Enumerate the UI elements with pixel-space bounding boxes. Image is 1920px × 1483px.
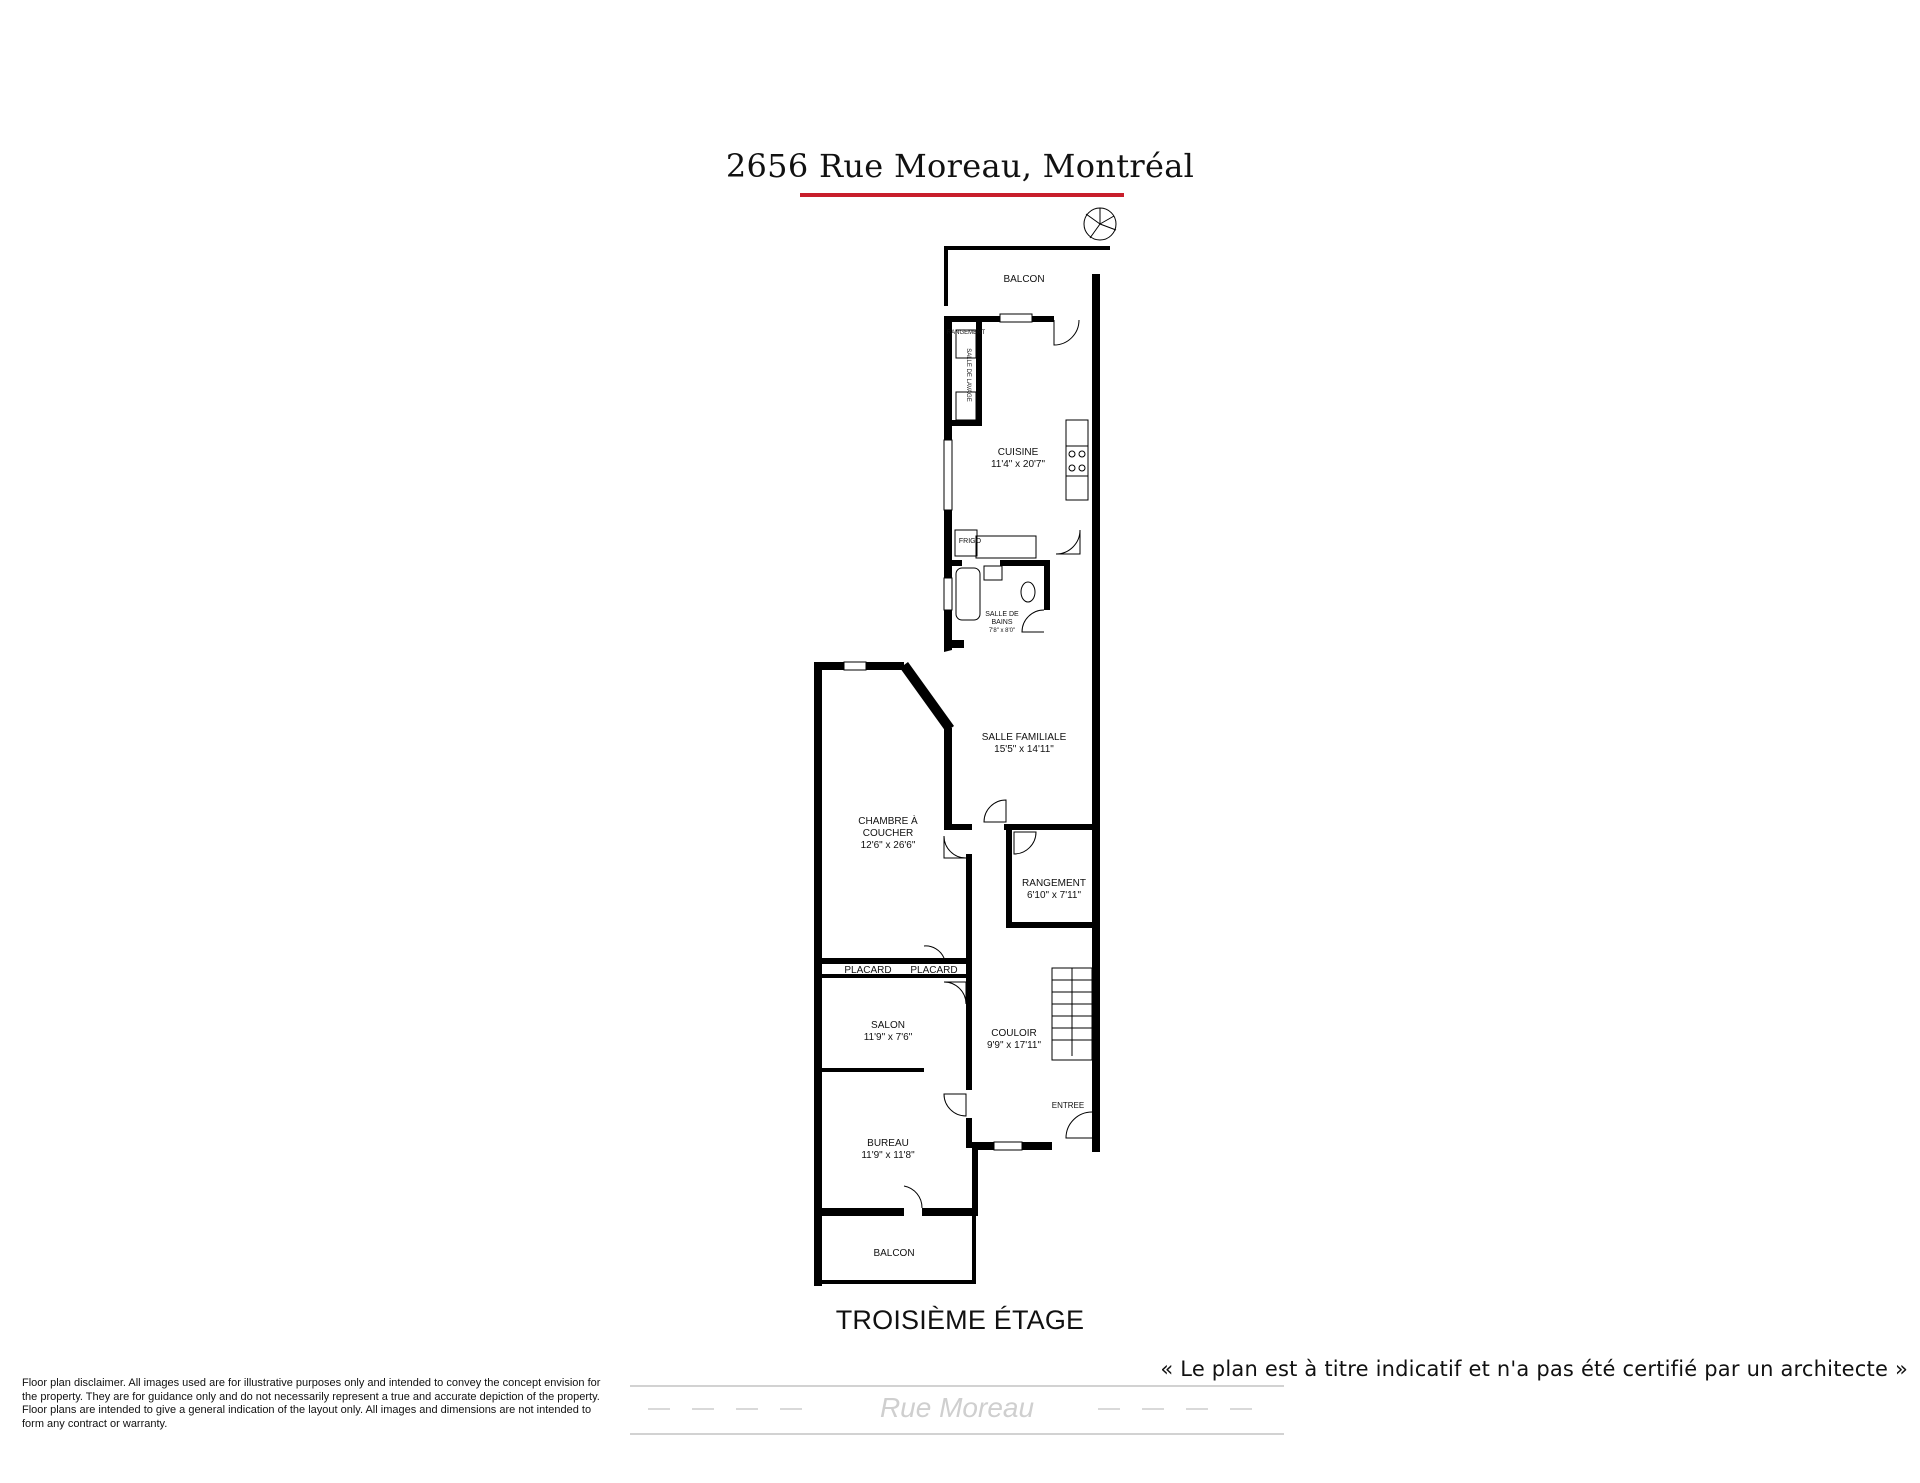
- window-kitchen-left: [944, 440, 952, 510]
- door-balcony: [1054, 320, 1079, 345]
- spiral-stair-icon: [1084, 208, 1116, 240]
- label-chambre: CHAMBRE À: [858, 816, 918, 827]
- bathtub: [956, 568, 980, 620]
- door-chamber: [944, 836, 966, 858]
- wall-right: [1092, 274, 1100, 1152]
- wall-balcony-bottom: [814, 1280, 976, 1284]
- wall-bureau-right: [972, 1142, 978, 1214]
- street-name: Rue Moreau: [879, 1392, 1035, 1423]
- window-balcony-kitchen: [1000, 314, 1032, 322]
- wall-kitchen-top-2: [1032, 316, 1054, 322]
- label-rangement: RANGEMENT: [1022, 878, 1086, 889]
- wall-familiale-bottom-2: [1004, 824, 1100, 830]
- label-salon-dims: 11'9" x 7'6": [863, 1032, 913, 1043]
- door-kitchen-bath: [1056, 530, 1080, 554]
- wall-mid-left: [944, 728, 952, 830]
- wall-bath-top: [952, 560, 962, 566]
- wall-front: [972, 1142, 994, 1150]
- wall-bath-right: [1044, 560, 1050, 610]
- label-cuisine-dims: 11'4" x 20'7": [990, 459, 1046, 470]
- label-chambre-2: COUCHER: [862, 828, 914, 839]
- wall-laundry-right: [976, 322, 982, 426]
- label-salle-bains: SALLE DE: [985, 611, 1019, 618]
- label-cuisine: CUISINE: [997, 447, 1039, 458]
- wall-diagonal: [900, 662, 954, 732]
- floor-name: TROISIÈME ÉTAGE: [835, 1305, 1085, 1335]
- label-couloir: COULOIR: [991, 1028, 1037, 1039]
- label-bureau: BUREAU: [867, 1138, 909, 1149]
- toilet: [1021, 582, 1035, 602]
- wall-balcony-right: [972, 1208, 976, 1284]
- label-rangement-dims: 6'10" x 7'11": [1026, 890, 1082, 901]
- stove: [1066, 446, 1088, 476]
- label-placard-2: PLACARD: [910, 965, 958, 976]
- wall-bedroom-top-2: [866, 662, 904, 670]
- kitchen-counter: [976, 536, 1036, 558]
- wall-bath-top-2: [1000, 560, 1050, 566]
- wall-left-balcony: [944, 246, 948, 306]
- door-storage: [1014, 832, 1036, 854]
- wall-bureau-bottom: [814, 1208, 904, 1216]
- label-chambre-dims: 12'6" x 26'6": [860, 840, 916, 851]
- wall-laundry-bottom: [952, 420, 982, 426]
- label-salle-familiale-dims: 15'5" x 14'11": [994, 744, 1054, 755]
- label-salon: SALON: [871, 1020, 905, 1031]
- label-frigo: FRIGO: [958, 538, 982, 545]
- wall-storage-bottom: [1006, 922, 1100, 928]
- wall-bureau-bottom-2: [922, 1208, 978, 1216]
- wall-front-2: [1022, 1142, 1052, 1150]
- door-bureau: [944, 1094, 966, 1116]
- wall-bedroom-bottom: [814, 958, 968, 964]
- door-salon: [944, 982, 966, 1004]
- label-couloir-dims: 9'9" x 17'11": [986, 1040, 1042, 1051]
- label-balcon-bottom: BALCON: [873, 1248, 915, 1259]
- vanity: [984, 566, 1002, 580]
- certification-note: « Le plan est à titre indicatif et n'a pas été certifié par un architecte »: [1160, 1357, 1908, 1381]
- wall-top-balcony: [944, 246, 1110, 250]
- label-salle-lavage: SALLE DE LAVAGE: [965, 348, 971, 402]
- label-salle-bains-2: BAINS: [991, 619, 1013, 626]
- staircase: [1052, 968, 1092, 1060]
- wall-storage-left: [1006, 824, 1012, 928]
- door-balcony-bottom: [904, 1186, 922, 1208]
- label-entree: ENTREE: [1051, 1101, 1085, 1110]
- window-bath: [944, 578, 952, 610]
- window-bedroom: [844, 662, 866, 670]
- label-balcon-top: BALCON: [1003, 274, 1045, 285]
- counter-right: [1066, 420, 1088, 500]
- wall-kitchen-top: [944, 316, 1000, 322]
- label-salle-familiale: SALLE FAMILIALE: [981, 732, 1067, 743]
- wall-hall-left: [966, 854, 972, 1090]
- wall-familiale-bottom: [952, 824, 972, 830]
- door-bath: [1022, 610, 1044, 632]
- wall-salon-bottom: [814, 1068, 924, 1072]
- label-bureau-dims: 11'9" x 11'8": [861, 1150, 915, 1161]
- page-title: 2656 Rue Moreau, Montréal: [725, 147, 1195, 185]
- label-rangement-small: RANGEMENT: [946, 330, 986, 336]
- label-placard-1: PLACARD: [844, 965, 892, 976]
- disclaimer: Floor plan disclaimer. All images used are for illustrative purposes only and intended to convey the concept envision for the property. They are for guidance only and do not necessarily represent a true and accurate depiction of the property. Floor plans are intended to give a general indication of the layout only. All images and dimensions are not intended to form any contract or warranty.: [22, 1377, 601, 1430]
- door-familiale: [984, 800, 1006, 822]
- window-front: [994, 1142, 1022, 1150]
- door-entry: [1066, 1112, 1092, 1138]
- door-placard: [924, 946, 944, 958]
- wall-hall-left-2: [966, 1118, 972, 1148]
- label-salle-bains-dims: 7'8" x 8'0": [988, 628, 1016, 634]
- wall-diagonal-2: [944, 640, 952, 652]
